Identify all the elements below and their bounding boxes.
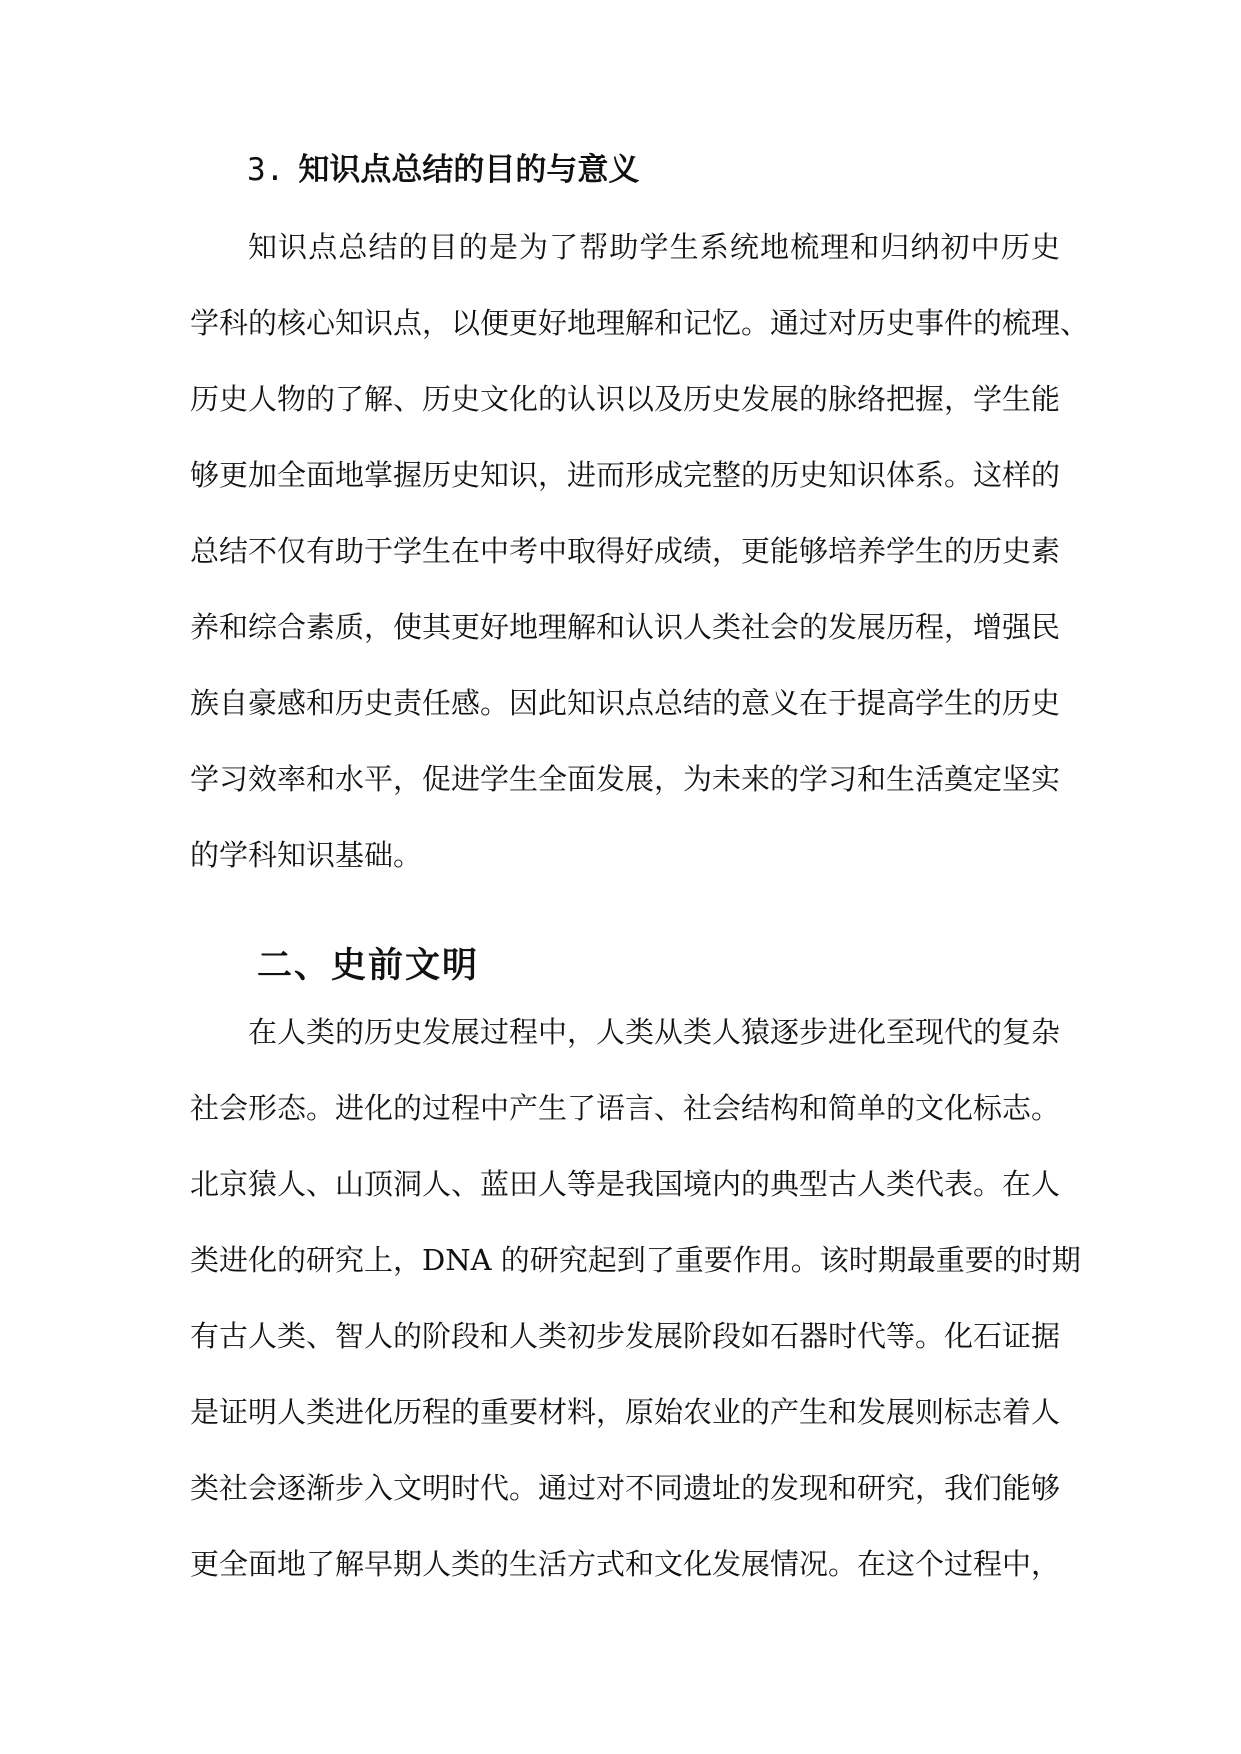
section-title: 知识点总结的目的与意义 — [298, 152, 640, 188]
paragraph-purpose-significance — [190, 227, 1090, 911]
paragraph-line: 学习效率和水平，促进学生全面发展，为未来的学习和生活奠定坚实 — [190, 762, 1061, 796]
paragraph-line: 类社会逐渐步入文明时代。通过对不同遗址的发现和研究，我们能够 — [190, 1471, 1061, 1505]
paragraph-prehistoric-civilization — [190, 1012, 1081, 1620]
paragraph-line: 在人类的历史发展过程中，人类从类人猿逐步进化至现代的复杂 — [248, 1015, 1061, 1049]
paragraph-line: 族自豪感和历史责任感。因此知识点总结的意义在于提高学生的历史 — [190, 686, 1061, 720]
paragraph-line: 更全面地了解早期人类的生活方式和文化发展情况。在这个过程中， — [190, 1547, 1061, 1581]
paragraph-line: 够更加全面地掌握历史知识，进而形成完整的历史知识体系。这样的 — [190, 458, 1061, 492]
paragraph-line: 学科的核心知识点，以便更好地理解和记忆。通过对历史事件的梳理、 — [190, 306, 1090, 340]
section-number: 3. — [247, 152, 285, 188]
paragraph-line: 北京猿人、山顶洞人、蓝田人等是我国境内的典型古人类代表。在人 — [190, 1167, 1061, 1201]
paragraph-line: 有古人类、智人的阶段和人类初步发展阶段如石器时代等。化石证据 — [190, 1319, 1061, 1353]
paragraph-line: 总结不仅有助于学生在中考中取得好成绩，更能够培养学生的历史素 — [190, 534, 1061, 568]
paragraph-line: 类进化的研究上，DNA 的研究起到了重要作用。该时期最重要的时期 — [190, 1243, 1081, 1277]
section-heading-3 — [247, 150, 639, 190]
paragraph-line: 历史人物的了解、历史文化的认识以及历史发展的脉络把握，学生能 — [190, 382, 1061, 416]
paragraph-line: 的学科知识基础。 — [190, 838, 423, 872]
paragraph-line: 知识点总结的目的是为了帮助学生系统地梳理和归纳初中历史 — [248, 230, 1060, 264]
chapter-heading-prehistoric-civilization: 二、史前文明 — [257, 945, 480, 986]
paragraph-line: 是证明人类进化历程的重要材料，原始农业的产生和发展则标志着人 — [190, 1395, 1061, 1429]
paragraph-line: 养和综合素质，使其更好地理解和认识人类社会的发展历程，增强民 — [190, 610, 1061, 644]
paragraph-line: 社会形态。进化的过程中产生了语言、社会结构和简单的文化标志。 — [190, 1091, 1061, 1125]
